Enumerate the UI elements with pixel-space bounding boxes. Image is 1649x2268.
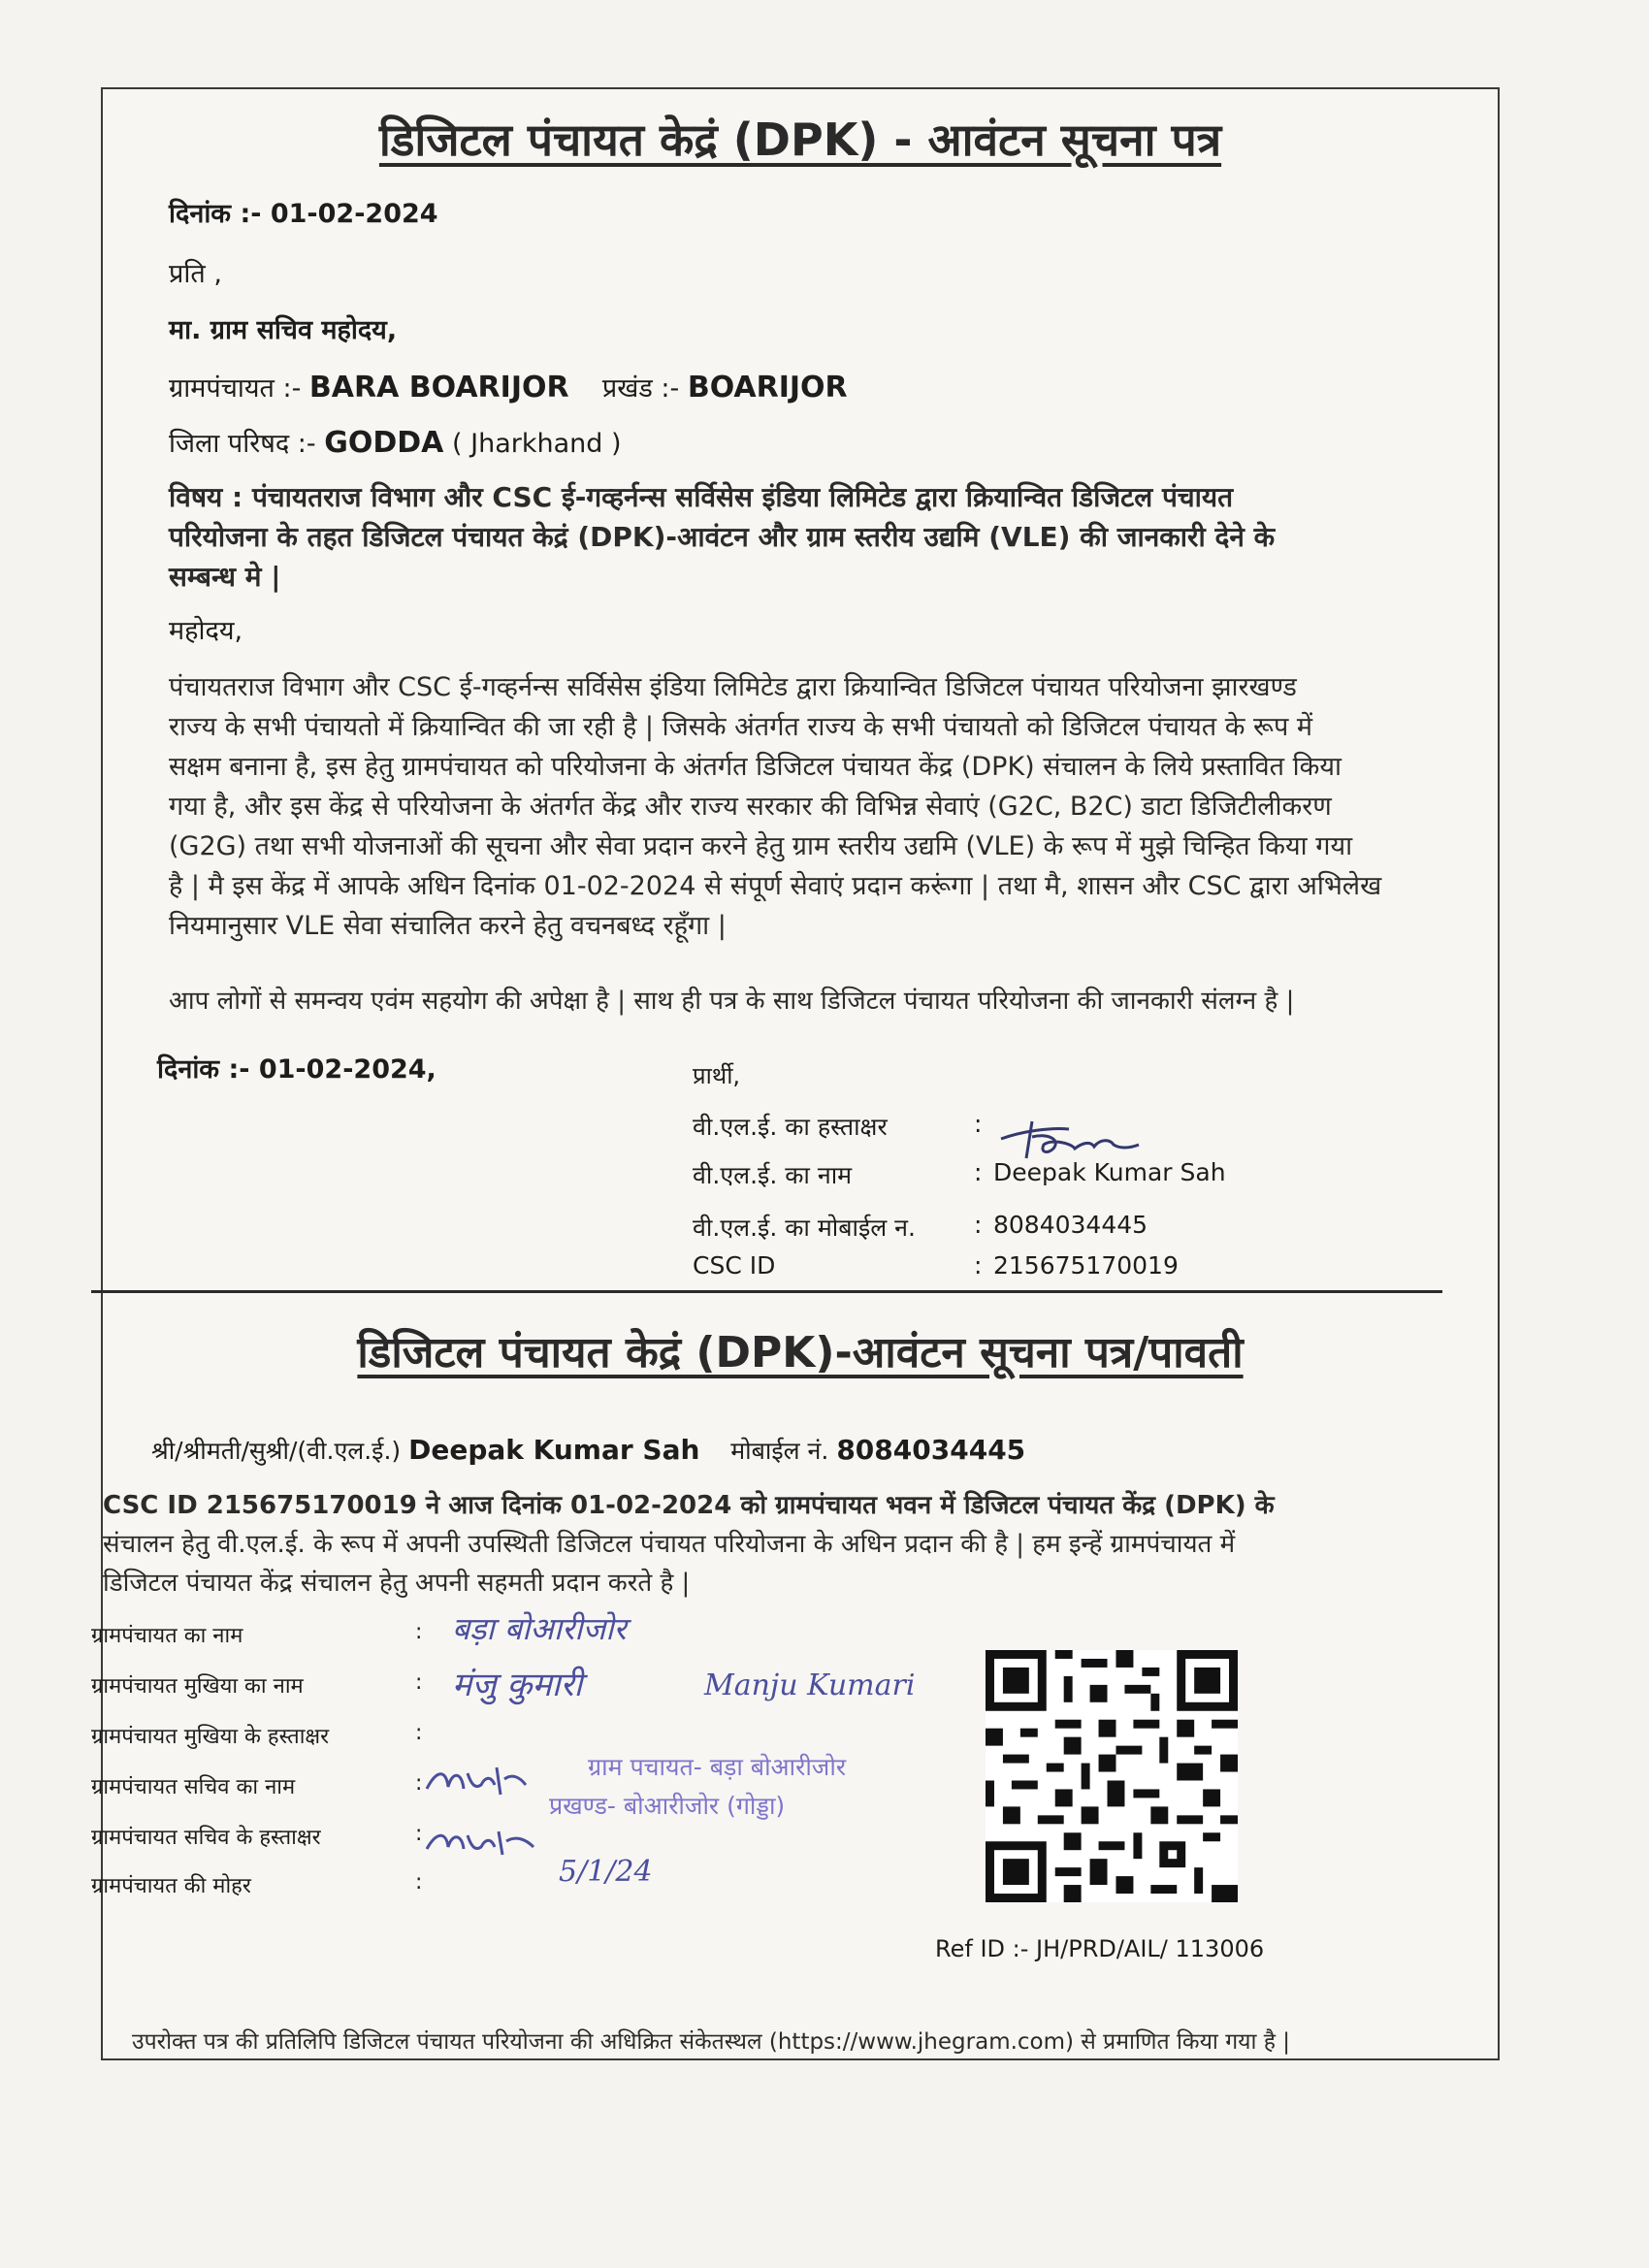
secretary-signature-label: ग्रामपंचायत सचिव के हस्ताक्षर bbox=[91, 1826, 321, 1850]
receipt-line: संचालन हेतु वी.एल.ई. के रूप में अपनी उपस्थिती डिजिटल पंचायत परियोजना के अधिन प्रदान की है | हम इन्हें ग्रामपंचायत में bbox=[103, 1530, 1236, 1559]
section-divider bbox=[91, 1290, 1442, 1293]
subject-line: सम्बन्ध मे | bbox=[169, 561, 281, 593]
receipt-vle-name: Deepak Kumar Sah bbox=[408, 1434, 700, 1466]
vle-mobile: 8084034445 bbox=[993, 1211, 1148, 1239]
applicant: प्रार्थी, bbox=[693, 1062, 741, 1089]
panchayat-seal-label: ग्रामपंचायत की मोहर bbox=[91, 1874, 251, 1898]
mukhiya-signature: Manju Kumari bbox=[704, 1669, 916, 1702]
receipt-paragraph bbox=[103, 1486, 1432, 1603]
to-line: प्रति , bbox=[169, 259, 222, 289]
receipt-vle-mobile: 8084034445 bbox=[836, 1434, 1026, 1466]
closing-date: दिनांक :- 01-02-2024, bbox=[157, 1054, 436, 1085]
receipt-title: डिजिटल पंचायत केद्रं (DPK)-आवंटन सूचना पत्र/पावती bbox=[357, 1328, 1244, 1377]
receipt-line: CSC ID 215675170019 ने आज दिनांक 01-02-2024 को ग्रामपंचायत भवन में डिजिटल पंचायत केंद्र (DPK) के bbox=[103, 1491, 1275, 1520]
body-line: पंचायतराज विभाग और CSC ई-गव्हर्नन्स सर्विसेस इंडिया लिमिटेड द्वारा क्रियान्वित डिजिटल पंचायत परियोजना झारखण्ड bbox=[169, 672, 1297, 702]
footer-note: उपरोक्त पत्र की प्रतिलिपि डिजिटल पंचायत परियोजना की अधिक्रित संकेतस्थल (https://www.jhegram.com) से प्रमाणित किया गया है | bbox=[132, 2029, 1291, 2055]
allotment-letter: डिजिटल पंचायत केद्रं (DPK) - आवंटन सूचना पत्र दिनांक :- 01-02-2024 प्रति , मा. ग्राम सचिव महोदय, ग्रामपंचायत :- BARA BOARIJOR प्रखंड :- BOARIJOR जिला परिषद :- GODDA ( Jharkhand ) विषय : पंचायतराज विभाग और CSC ई-गव्हर्नन्स सर्विसेस इंडिया लिमिटेड द्वारा क्रियान्वित डिजिटल पंचायत परियोजना के तहत डिजिटल पंचायत केद्रं (DPK)-आवंटन और ग्राम स्तरीय उद्यमि (VLE) की जानकारी देने के सम्बन्ध मे | महोदय, पंचायतराज विभाग और CSC ई-गव्हर्नन्स सर्विसेस इंडिया लिमिटेड द्वारा क्रियान्वित डिजिटल पंचायत परियोजना झारखण्ड राज्य के सभी पंचायतो में क्रियान्वित की जा रही है | जिसके अंतर्गत राज्य के सभी पंचायतो को डिजिटल पंचायत के रूप में सक्षम बनाना है, इस हेतु ग्रामपंचायत को परियोजना के अंतर्गत डिजिटल पंचायत केंद्र (DPK) संचालन के लिये प्रस्तावित किया गया है, और इस केंद्र से परियोजना के अंतर्गत केंद्र और राज्य सरकार की विभिन्न सेवाएं (G2C, B2C) डाटा डिजिटीलीकरण (G2G) तथा सभी योजनाओं की सूचना और सेवा प्रदान करने हेतु ग्राम स्तरीय उद्यमि (VLE) के रूप में मुझे चिन्हित किया गया है | मै इस केंद्र में आपके अधिन दिनांक 01-02-2024 से संपूर्ण सेवाएं प्रदान करूंगा | तथा मै, शासन और CSC द्वारा अभिलेख नियमानुसार VLE सेवा संचालित करने हेतु वचनबध्द रहूँगा | आप लोगों से समन्वय एवंम सहयोग की अपेक्षा है | साथ ही पत्र के साथ डिजिटल पंचायत परियोजना की जानकारी संलग्न है | दिनांक :- 01-02-2024, प्रार्थी, वी.एल.ई. का हस्ताक्षर : वी.एल.ई. का नाम : Deepak Kumar Sah वी.एल.ई. का मोबाईल न. : 8084034445 CSC ID : 215675170019 डिजिटल पंचायत केद्रं (DPK)-आवंटन सूचना पत्र/पावती श्री/श्रीमती/सुश्री/(वी.एल.ई.) Deepak Kumar Sah मोबाईल नं. 8084034445 CSC ID 215675170019 ने आज दिनांक 01-02-2024 को ग्रामपंचायत भवन में डिजिटल पंचायत केंद्र (DPK) के संचालन हेतु वी.एल.ई. के रूप में अपनी उपस्थिती डिजिटल पंचायत परियोजना के अधिन प्रदान की है | हम इन्हें ग्रामपंचायत में डिजिटल पंचायत केंद्र संचालन हेतु अपनी सहमती प्रदान करते है | ग्रामपंचायत का नाम : ग्रामपंचायत मुखिया का नाम : ग्रामपंचायत मुखिया के हस्ताक्षर : ग्रामपंचायत सचिव का नाम : ग्रामपंचायत सचिव के हस्ताक्षर : ग्रामपंचायत की मोहर : बड़ा बोआरीजोर मंजु कुमारी Manju Kumari ग्राम पचायत- बड़ा बोआरीजोर प्रखण्ड- बोआरीजोर (गोड्डा) 5/1/24 Ref ID :- JH/PRD/AIL/ 113006 उपरोक्त पत्र की प्रतिलिपि डिजिटल पंचायत परियोजना की अधिक्रित संकेतस्थल (https://www.jhegram.com) से प्रमाणित किया गया है | bbox=[101, 87, 1500, 2060]
district-line bbox=[169, 424, 622, 460]
secretary-signature-mark bbox=[423, 1760, 530, 1802]
receipt-line: डिजिटल पंचायत केंद्र संचालन हेतु अपनी सहमती प्रदान करते है | bbox=[103, 1569, 691, 1598]
panchayat-stamp-line2: प्रखण्ड- बोआरीजोर (गोड्डा) bbox=[549, 1792, 786, 1820]
panchayat-block-line bbox=[169, 369, 848, 405]
handwritten-mukhiya-name: मंजु कुमारी bbox=[452, 1666, 583, 1704]
state-value: ( Jharkhand ) bbox=[452, 429, 622, 459]
mukhiya-signature-label: ग्रामपंचायत मुखिया के हस्ताक्षर bbox=[91, 1725, 330, 1749]
qr-code bbox=[986, 1649, 1238, 1903]
panchayat-name-label: ग्रामपंचायत का नाम bbox=[91, 1624, 243, 1648]
vle-csc-id: 215675170019 bbox=[993, 1251, 1179, 1280]
salutation: महोदय, bbox=[169, 616, 243, 646]
handwritten-panchayat-name: बड़ा बोआरीजोर bbox=[452, 1610, 627, 1647]
secretary-signature bbox=[423, 1760, 530, 1809]
block-value: BOARIJOR bbox=[687, 371, 848, 405]
body-line: सक्षम बनाना है, इस हेतु ग्रामपंचायत को परियोजना के अंतर्गत डिजिटल पंचायत केंद्र (DPK) संचालन के लिये प्रस्तावित किया bbox=[169, 752, 1342, 782]
subject bbox=[169, 477, 1498, 597]
subject-line: परियोजना के तहत डिजिटल पंचायत केद्रं (DPK)-आवंटन और ग्राम स्तरीय उद्यमि (VLE) की जानकारी देने के bbox=[169, 521, 1276, 553]
subject-line: विषय : पंचायतराज विभाग और CSC ई-गव्हर्नन्स सर्विसेस इंडिया लिमिटेड द्वारा क्रियान्वित डिजिटल पंचायत bbox=[169, 481, 1234, 513]
secretary-name-label: ग्रामपंचायत सचिव का नाम bbox=[91, 1775, 296, 1799]
body-line: है | मै इस केंद्र में आपके अधिन दिनांक 01-02-2024 से संपूर्ण सेवाएं प्रदान करूंगा | तथा मै, शासन और CSC द्वारा अभिलेख bbox=[169, 871, 1382, 901]
vle-name: Deepak Kumar Sah bbox=[993, 1158, 1226, 1186]
secretary-signature-mark-2 bbox=[423, 1824, 539, 1863]
mukhiya-name-label: ग्रामपंचायत मुखिया का नाम bbox=[91, 1674, 304, 1699]
letter-title: डिजिटल पंचायत केद्रं (DPK) - आवंटन सूचना पत्र bbox=[378, 113, 1222, 166]
district-value: GODDA bbox=[324, 426, 444, 460]
body-line: गया है, और इस केंद्र से परियोजना के अंतर्गत केंद्र और राज्य सरकार की विभिन्न सेवाएं (G2C, B2C) डाटा डिजिटीलीकरण bbox=[169, 792, 1332, 822]
closing-line: आप लोगों से समन्वय एवंम सहयोग की अपेक्षा है | साथ ही पत्र के साथ डिजिटल पंचायत परियोजना की जानकारी संलग्न है | bbox=[169, 987, 1295, 1016]
letter-date: दिनांक :- 01-02-2024 bbox=[169, 199, 438, 229]
vle-signature-label: वी.एल.ई. का हस्ताक्षर bbox=[693, 1113, 888, 1141]
gram-panchayat-label: ग्रामपंचायत :- bbox=[169, 373, 302, 404]
receipt-vle-line: श्री/श्रीमती/सुश्री/(वी.एल.ई.) Deepak Kumar Sah मोबाईल नं. 8084034445 bbox=[151, 1434, 1026, 1466]
block-label: प्रखंड :- bbox=[601, 373, 680, 404]
panchayat-stamp-line1: ग्राम पचायत- बड़ा बोआरीजोर bbox=[588, 1753, 847, 1781]
letter-body bbox=[169, 667, 1498, 946]
secretary-signature-2 bbox=[423, 1824, 539, 1869]
body-line: राज्य के सभी पंचायतो में क्रियान्वित की जा रही है | जिसके अंतर्गत राज्य के सभी पंचायतो को डिजिटल पंचायत के रूप में bbox=[169, 712, 1313, 742]
ref-id: Ref ID :- JH/PRD/AIL/ 113006 bbox=[935, 1935, 1265, 1962]
body-line: (G2G) तथा सभी योजनाओं की सूचना और सेवा प्रदान करने हेतु ग्राम स्तरीय उद्यमि (VLE) के रूप में मुझे चिन्हित किया गया bbox=[169, 831, 1353, 861]
gram-panchayat-value: BARA BOARIJOR bbox=[308, 371, 569, 405]
body-line: नियमानुसार VLE सेवा संचालित करने हेतु वचनबध्द रहूँगा | bbox=[169, 911, 727, 941]
handwritten-date: 5/1/24 bbox=[559, 1855, 653, 1889]
addressee: मा. ग्राम सचिव महोदय, bbox=[169, 315, 398, 345]
district-label: जिला परिषद :- bbox=[169, 429, 316, 459]
